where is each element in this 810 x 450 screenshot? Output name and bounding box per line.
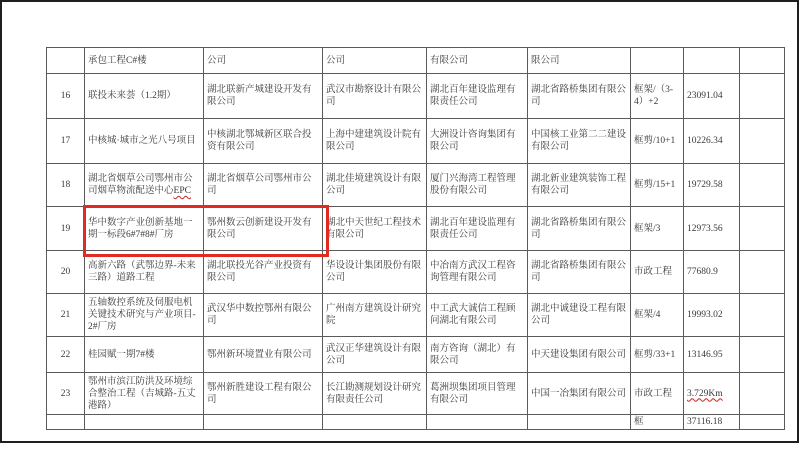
design-company-cell: 武汉市勘察设计有限公司 [323,74,427,119]
table-row-partial [47,48,785,74]
notes-cell [740,415,785,430]
structure-floors-cell: 框 [631,415,684,430]
supervision-company-cell: 有限公司 [427,48,528,74]
design-company-cell [323,415,427,430]
developer-company-cell: 湖北联投光谷产业投资有限公司 [204,251,323,294]
design-company-cell: 湖北佳境建筑设计有限公司 [323,164,427,207]
amount-cell [684,373,740,415]
developer-company-cell: 湖北省烟草公司鄂州市公司 [204,164,323,207]
amount-cell: 13146.95 [684,337,740,373]
notes-cell [740,337,785,373]
amount-cell: 12973.56 [684,207,740,251]
table-row-19 [47,207,785,251]
construction-company-cell [528,415,631,430]
row-number-cell: 21 [47,294,85,337]
supervision-company-cell: 葛洲坝集团项目管理有限公司 [427,373,528,415]
design-company-cell: 武汉正华建筑设计有限公司 [323,337,427,373]
structure-floors-cell: 框剪/15+1 [631,164,684,207]
notes-cell [740,164,785,207]
structure-floors-cell: 框剪/10+1 [631,119,684,164]
row-number-cell: 19 [47,207,85,251]
structure-floors-cell: 框架/4 [631,294,684,337]
supervision-company-cell [427,415,528,430]
structure-floors-cell [631,48,684,74]
construction-company-cell: 湖北省路桥集团有限公司 [528,74,631,119]
project-name-cell: 桂园赋一期7#楼 [85,337,204,373]
design-company-cell: 华设设计集团股份有限公司 [323,251,427,294]
developer-company-cell: 湖北联新产城建设开发有限公司 [204,74,323,119]
amount-cell: 19993.02 [684,294,740,337]
developer-company-cell: 中核湖北鄂城新区联合投资有限公司 [204,119,323,164]
row-number-cell: 16 [47,74,85,119]
developer-company-cell: 鄂州新环境置业有限公司 [204,337,323,373]
supervision-company-cell: 南方咨询（湖北）有限公司 [427,337,528,373]
row-number-cell: 18 [47,164,85,207]
construction-company-cell: 湖北中诚建设工程有限公司 [528,294,631,337]
project-name-cell: 承包工程C#楼 [85,48,204,74]
structure-floors-cell: 框剪/33+1 [631,337,684,373]
spellcheck-underlined-text: 3.729Km [687,388,723,399]
table-row-partial [47,415,785,430]
notes-cell [740,251,785,294]
row-number-cell [47,415,85,430]
construction-company-cell: 湖北新业建筑装饰工程有限公司 [528,164,631,207]
developer-company-cell: 武汉华中数控鄂州有限公司 [204,294,323,337]
table-row-22 [47,337,785,373]
table-row-17 [47,119,785,164]
notes-cell [740,48,785,74]
amount-cell: 23091.04 [684,74,740,119]
notes-cell [740,74,785,119]
construction-company-cell: 中天建设集团有限公司 [528,337,631,373]
supervision-company-cell: 中工武大诚信工程顾问湖北有限公司 [427,294,528,337]
amount-cell: 77680.9 [684,251,740,294]
design-company-cell: 公司 [323,48,427,74]
structure-floors-cell: 市政工程 [631,251,684,294]
construction-company-cell: 中国一冶集团有限公司 [528,373,631,415]
project-name-cell: 高新六路（武鄂边界-未来三路）道路工程 [85,251,204,294]
project-name-cell: 华中数字产业创新基地一期一标段6#7#8#厂房 [85,207,204,251]
structure-floors-cell: 市政工程 [631,373,684,415]
developer-company-cell: 鄂州新胜建设工程有限公司 [204,373,323,415]
design-company-cell: 长江勘测规划设计研究有限责任公司 [323,373,427,415]
project-name-cell: 中核城·城市之光八号项目 [85,119,204,164]
design-company-cell: 上海中建建筑设计院有限公司 [323,119,427,164]
project-name-cell: 鄂州市滨江防洪及环境综合整治工程（吉城路-五丈港路） [85,373,204,415]
row-number-cell: 23 [47,373,85,415]
construction-company-cell: 中国核工业第二二建设有限公司 [528,119,631,164]
project-name-cell: 五轴数控系统及伺服电机关键技术研究与产业项目-2#厂房 [85,294,204,337]
construction-company-cell: 限公司 [528,48,631,74]
project-name-cell: 联投未来荟（1.2期） [85,74,204,119]
table-row-23 [47,373,785,415]
notes-cell [740,207,785,251]
notes-cell [740,119,785,164]
design-company-cell: 广州南方建筑设计研究院 [323,294,427,337]
supervision-company-cell: 厦门兴海湾工程管理股份有限公司 [427,164,528,207]
amount-cell: 10226.34 [684,119,740,164]
row-number-cell [47,48,85,74]
spellcheck-underlined-text: EPC [173,186,191,196]
supervision-company-cell: 中冶南方武汉工程咨询管理有限公司 [427,251,528,294]
construction-company-cell: 湖北省路桥集团有限公司 [528,207,631,251]
developer-company-cell [204,415,323,430]
notes-cell [740,373,785,415]
projects-table [46,47,785,430]
row-number-cell: 22 [47,337,85,373]
table-row-21 [47,294,785,337]
notes-cell [740,294,785,337]
table-row-18 [47,164,785,207]
table-row-20 [47,251,785,294]
amount-cell [684,48,740,74]
project-name-cell: 湖北省烟草公司鄂州市公司烟草物流配送中心EPC [85,164,204,207]
amount-cell: 19729.58 [684,164,740,207]
construction-company-cell: 湖北省路桥集团有限公司 [528,251,631,294]
table-row-16 [47,74,785,119]
amount-cell: 37116.18 [684,415,740,430]
developer-company-cell: 公司 [204,48,323,74]
design-company-cell: 湖北中天世纪工程技术有限公司 [323,207,427,251]
row-number-cell: 17 [47,119,85,164]
developer-company-cell: 鄂州数云创新建设开发有限公司 [204,207,323,251]
row-number-cell: 20 [47,251,85,294]
structure-floors-cell: 框架/3 [631,207,684,251]
structure-floors-cell: 框架/（3-4）+2 [631,74,684,119]
supervision-company-cell: 湖北百年建设监理有限责任公司 [427,74,528,119]
supervision-company-cell: 大洲设计咨询集团有限公司 [427,119,528,164]
project-name-cell [85,415,204,430]
supervision-company-cell: 湖北百年建设监理有限责任公司 [427,207,528,251]
